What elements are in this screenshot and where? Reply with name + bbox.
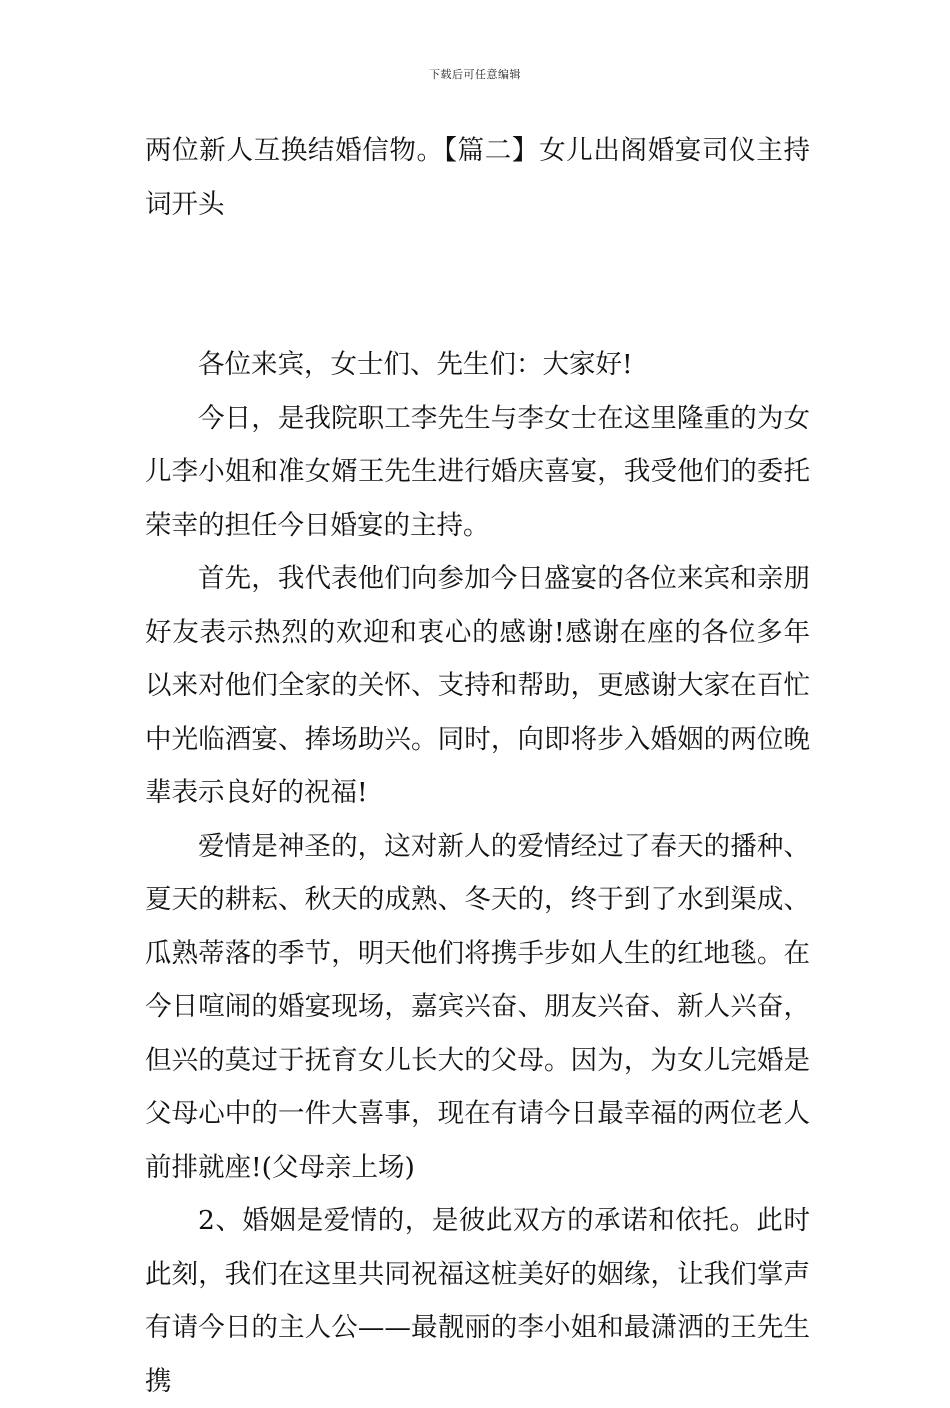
section-gap bbox=[145, 231, 810, 338]
paragraph-introduction: 今日，是我院职工李先生与李女士在这里隆重的为女儿李小姐和准女婿王先生进行婚庆喜宴，我受他们的委托荣幸的担任今日婚宴的主持。 bbox=[145, 402, 810, 541]
document-body bbox=[145, 124, 810, 1408]
paragraph-marriage: 2、婚姻是爱情的，是彼此双方的承诺和依托。此时此刻，我们在这里共同祝福这桩美好的姻缘，让我们掌声有请今日的主人公——最靓丽的李小姐和最潇洒的王先生携 bbox=[145, 1205, 810, 1397]
paragraph-welcome: 首先，我代表他们向参加今日盛宴的各位来宾和亲朋好友表示热烈的欢迎和衷心的感谢!感谢在座的各位多年以来对他们全家的关怀、支持和帮助，更感谢大家在百忙中光临酒宴、捧场助兴。同时，向即将步入婚姻的两位晚辈表示良好的祝福! bbox=[145, 563, 810, 808]
header-note: 下载后可任意编辑 bbox=[429, 68, 521, 81]
paragraph-continuation: 两位新人互换结婚信物。【篇二】女儿出阁婚宴司仪主持词开头 bbox=[145, 135, 810, 220]
paragraph-greeting: 各位来宾，女士们、先生们：大家好! bbox=[198, 349, 633, 380]
paragraph-love: 爱情是神圣的，这对新人的爱情经过了春天的播种、夏天的耕耘、秋天的成熟、冬天的，终于到了水到渠成、瓜熟蒂落的季节，明天他们将携手步如人生的红地毯。在今日喧闹的婚宴现场，嘉宾兴奋、朋友兴奋、新人兴奋，但兴的莫过于抚育女儿长大的父母。因为，为女儿完婚是父母心中的一件大喜事，现在有请今日最幸福的两位老人前排就座!(父母亲上场) bbox=[145, 830, 810, 1183]
